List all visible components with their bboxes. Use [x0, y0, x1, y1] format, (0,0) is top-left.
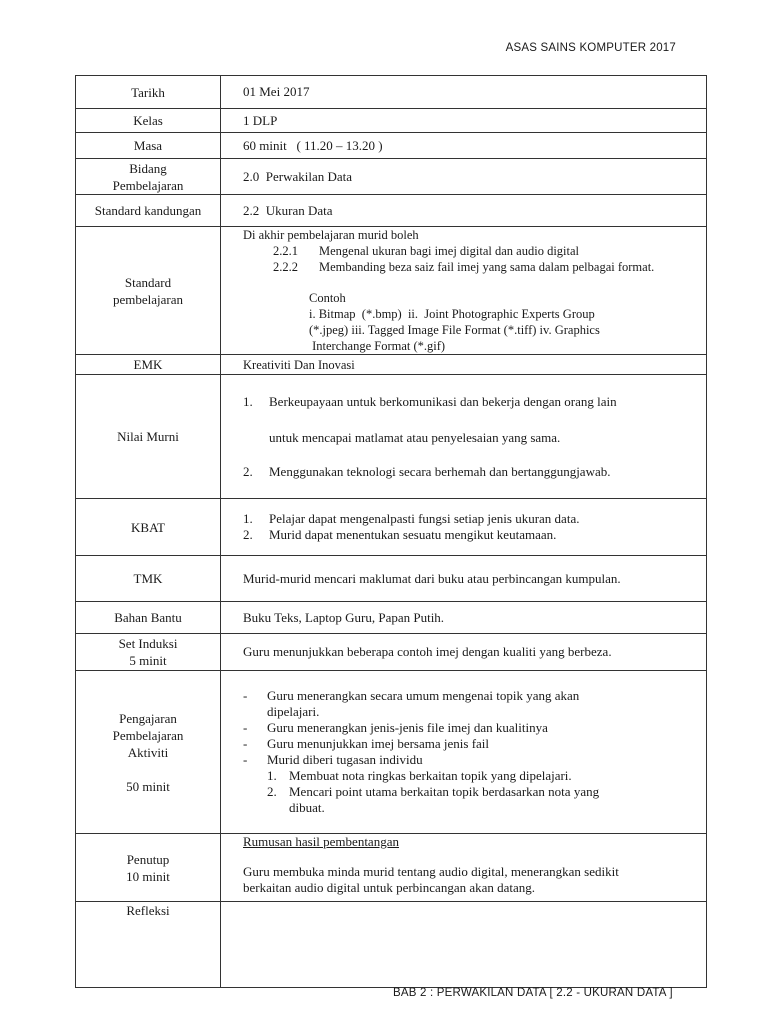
label-standard-pembelajaran: [76, 227, 221, 355]
row-tmk: [76, 556, 707, 602]
value-refleksi: [221, 902, 707, 988]
pp-sub-text: [289, 784, 599, 816]
kbat-item-num: 1.: [243, 511, 253, 526]
value-pengajaran: [221, 671, 707, 834]
row-bahan-bantu: [76, 602, 707, 634]
row-bidang: [76, 159, 707, 195]
pp-sub-line: dibuat.: [289, 800, 325, 815]
sp-item: [243, 243, 700, 259]
pp-sub-num: 2.: [267, 784, 277, 799]
kbat-item-text: Pelajar dapat mengenalpasti fungsi setiap jenis ukuran data.: [269, 511, 580, 526]
label-si-line1: Set Induksi: [118, 636, 178, 651]
pp-bullet: [243, 688, 700, 720]
label-bidang: [76, 159, 221, 195]
value-kelas: 1 DLP: [221, 109, 707, 133]
sp-contoh-line: (*.jpeg) iii. Tagged Image File Format (*.tiff) iv. Graphics: [309, 323, 600, 337]
sp-item-num: 2.2.1: [273, 244, 298, 258]
value-kbat: [221, 499, 707, 556]
label-bahan-bantu: Bahan Bantu: [76, 602, 221, 634]
value-nilai-murni: [221, 375, 707, 499]
sp-contoh-line: i. Bitmap (*.bmp) ii. Joint Photographic Experts Group: [309, 307, 595, 321]
value-tarikh: 01 Mei 2017: [221, 76, 707, 109]
row-set-induksi: [76, 634, 707, 671]
sp-item: [243, 259, 700, 275]
lesson-plan-table: [75, 75, 707, 988]
sp-contoh-line: Interchange Format (*.gif): [309, 339, 446, 353]
label-tarikh: Tarikh: [76, 76, 221, 109]
pp-bullet-dash: -: [243, 688, 248, 703]
value-emk: Kreativiti Dan Inovasi: [221, 355, 707, 375]
label-emk: EMK: [76, 355, 221, 375]
page-header: ASAS SAINS KOMPUTER 2017: [505, 42, 676, 54]
label-penutup: [76, 834, 221, 902]
label-sp-line2: pembelajaran: [112, 291, 183, 307]
pp-bullet-text: [267, 688, 579, 720]
sp-contoh-title: Contoh: [309, 291, 346, 305]
pp-sub-line: Mencari point utama berkaitan topik berdasarkan nota yang: [289, 784, 600, 799]
sp-item-text: Mengenal ukuran bagi imej digital dan audio digital: [319, 244, 580, 258]
nilai-item: [243, 464, 700, 480]
row-standard-kandungan: [76, 195, 707, 227]
pp-bullet-text: Guru menunjukkan imej bersama jenis fail: [267, 736, 490, 751]
pp-bullet-line: dipelajari.: [267, 704, 320, 719]
label-kbat: KBAT: [76, 499, 221, 556]
label-pp-line2: Pembelajaran: [112, 727, 184, 743]
kbat-item-text: Murid dapat menentukan sesuatu mengikut keutamaan.: [269, 527, 557, 542]
value-tmk: Murid-murid mencari maklumat dari buku atau perbincangan kumpulan.: [221, 556, 707, 602]
label-pengajaran: [76, 671, 221, 834]
row-emk: [76, 355, 707, 375]
label-kelas: Kelas: [76, 109, 221, 133]
kbat-item: [243, 511, 700, 527]
pp-bullet-text: Murid diberi tugasan individu: [267, 752, 423, 767]
row-kelas: [76, 109, 707, 133]
sp-item-text: Membanding beza saiz fail imej yang sama dalam pelbagai format.: [319, 260, 655, 274]
pp-bullet-dash: -: [243, 736, 248, 751]
label-masa: Masa: [76, 133, 221, 159]
pp-bullet: [243, 720, 700, 736]
pp-sub-text: Membuat nota ringkas berkaitan topik yang dipelajari.: [289, 768, 572, 783]
row-pengajaran: [76, 671, 707, 834]
label-refleksi: Refleksi: [76, 902, 221, 988]
label-pp-line1: Pengajaran: [119, 710, 177, 726]
pp-sub-item: [243, 784, 700, 816]
row-masa: [76, 133, 707, 159]
label-penutup-line2: 10 minit: [126, 868, 170, 884]
label-set-induksi: [76, 634, 221, 671]
value-set-induksi: Guru menunjukkan beberapa contoh imej dengan kualiti yang berbeza.: [221, 634, 707, 671]
label-sp-line1: Standard: [124, 274, 172, 290]
label-bidang-line2: Pembelajaran: [112, 177, 184, 193]
label-si-line2: 5 minit: [129, 653, 167, 668]
label-nilai-murni: Nilai Murni: [76, 375, 221, 499]
nilai-item-num: 1.: [243, 393, 253, 409]
pp-bullet-dash: -: [243, 752, 248, 767]
label-penutup-line1: Penutup: [126, 851, 170, 867]
row-kbat: [76, 499, 707, 556]
row-standard-pembelajaran: [76, 227, 707, 355]
penutup-line: berkaitan audio digital untuk perbincangan akan datang.: [243, 880, 536, 895]
label-standard-kandungan: Standard kandungan: [76, 195, 221, 227]
kbat-item: [243, 527, 700, 543]
label-tmk: TMK: [76, 556, 221, 602]
value-bahan-bantu: Buku Teks, Laptop Guru, Papan Putih.: [221, 602, 707, 634]
sp-intro: Di akhir pembelajaran murid boleh: [243, 228, 419, 242]
nilai-item-text: Menggunakan teknologi secara berhemah dan bertanggungjawab.: [269, 463, 611, 479]
value-standard-kandungan: 2.2 Ukuran Data: [221, 195, 707, 227]
value-bidang: 2.0 Perwakilan Data: [221, 159, 707, 195]
nilai-item-text: Berkeupayaan untuk berkomunikasi dan bekerja dengan orang lain: [269, 393, 617, 409]
page-footer: BAB 2 : PERWAKILAN DATA [ 2.2 - UKURAN DATA ]: [393, 987, 673, 999]
label-bidang-line1: Bidang: [129, 160, 167, 176]
row-nilai-murni: [76, 375, 707, 499]
pp-bullet-text: Guru menerangkan jenis-jenis file imej dan kualitinya: [267, 720, 548, 735]
label-pp-line3: Aktiviti: [127, 744, 169, 760]
pp-bullet-line: Guru menerangkan secara umum mengenai topik yang akan: [267, 688, 580, 703]
nilai-item-num: 2.: [243, 463, 253, 479]
pp-bullet-dash: -: [243, 720, 248, 735]
penutup-heading: Rumusan hasil pembentangan: [243, 834, 399, 849]
pp-bullet: [243, 736, 700, 752]
value-masa: 60 minit ( 11.20 – 13.20 ): [221, 133, 707, 159]
row-penutup: [76, 834, 707, 902]
penutup-line: Guru membuka minda murid tentang audio digital, menerangkan sedikit: [243, 864, 619, 879]
row-refleksi: [76, 902, 707, 988]
pp-bullet: [243, 752, 700, 768]
kbat-item-num: 2.: [243, 527, 253, 542]
nilai-item-cont: untuk mencapai matlamat atau penyelesaian yang sama.: [269, 429, 561, 445]
value-penutup: [221, 834, 707, 902]
row-tarikh: [76, 76, 707, 109]
label-pp-time: 50 minit: [126, 778, 170, 794]
pp-sub-item: [243, 768, 700, 784]
pp-sub-num: 1.: [267, 768, 277, 783]
value-standard-pembelajaran: [221, 227, 707, 355]
sp-item-num: 2.2.2: [273, 260, 298, 274]
nilai-item: [243, 394, 700, 410]
